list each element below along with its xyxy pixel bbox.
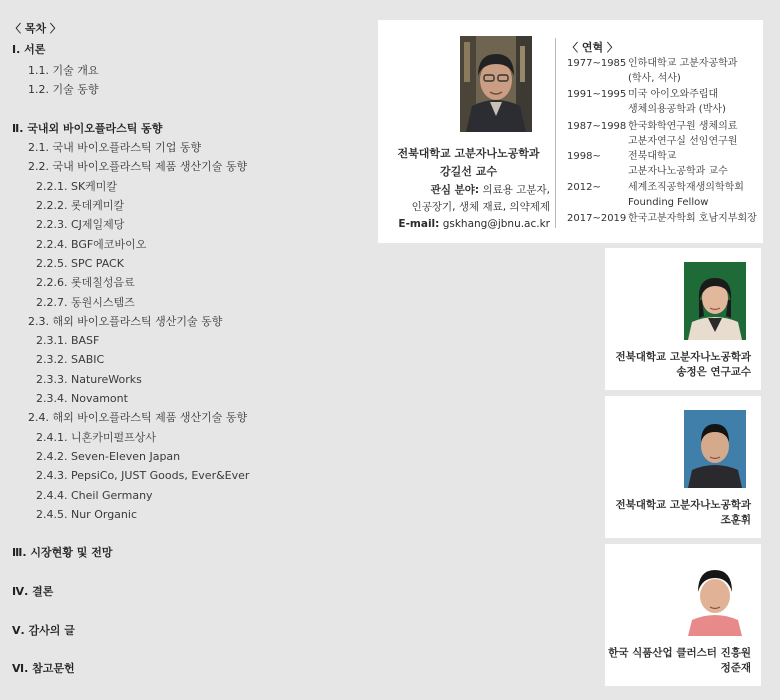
coauthor-name: 정준재 — [720, 662, 751, 674]
toc-item: 2.2. 국내 바이오플라스틱 제품 생산기술 동향 — [28, 160, 248, 173]
toc-item: 2.2.2. 롯데케미칼 — [36, 199, 125, 212]
coauthor-photo — [684, 558, 746, 636]
toc-item: 2.1. 국내 바이오플라스틱 기업 동향 — [28, 141, 202, 154]
career-year: 1998~ — [567, 151, 601, 162]
toc-item: 2.3.1. BASF — [36, 334, 100, 347]
toc-item: 2.4.3. PepsiCo, JUST Goods, Ever&Ever — [36, 469, 250, 482]
toc-item: 1.1. 기술 개요 — [28, 64, 99, 77]
career-desc: 한국고분자학회 호남지부회장 — [628, 213, 757, 224]
coauthor-name: 송정은 연구교수 — [676, 366, 751, 378]
career-year: 2017~2019 — [567, 213, 627, 224]
career-desc: 고분자연구실 선임연구원 — [628, 136, 738, 147]
coauthor-caption — [615, 498, 751, 528]
toc-item: 2.4.2. Seven-Eleven Japan — [36, 450, 181, 463]
toc-item: 1.2. 기술 동향 — [28, 83, 99, 96]
career-desc: 세계조직공학재생의학학회 — [628, 182, 744, 193]
toc-item: 2.4.4. Cheil Germany — [36, 489, 153, 502]
author-interest — [431, 183, 550, 198]
coauthor-caption — [608, 646, 751, 676]
career-year: 1977~1985 — [567, 58, 627, 69]
coauthor-affiliation: 전북대학교 고분자나노공학과 — [615, 351, 751, 363]
coauthor-photo — [684, 410, 746, 488]
interest-label: 관심 분야: — [430, 184, 480, 196]
toc-item: Ⅲ. 시장현황 및 전망 — [12, 546, 113, 559]
career-desc: 미국 아이오와주립대 — [628, 89, 719, 100]
author-affiliation: 전북대학교 고분자나노공학과 — [397, 147, 540, 160]
toc-item: 2.2.1. SK케미칼 — [36, 180, 118, 193]
career-desc: 인하대학교 고분자공학과 — [628, 58, 738, 69]
coauthor-card — [605, 396, 761, 538]
author-photo — [460, 36, 532, 132]
toc-item: 2.2.4. BGF에코바이오 — [36, 238, 147, 251]
toc-item: 2.2.7. 동원시스템즈 — [36, 296, 135, 309]
career-year: 1991~1995 — [567, 89, 627, 100]
toc-item: Ⅴ. 감사의 글 — [12, 624, 75, 637]
coauthor-name: 조훈휘 — [720, 514, 751, 526]
coauthor-affiliation: 전북대학교 고분자나노공학과 — [615, 499, 751, 511]
career-desc: Founding Fellow — [628, 197, 709, 208]
author-interest-line2: 인공장기, 생체 재료, 의약제제 — [411, 201, 550, 213]
coauthor-caption — [615, 350, 751, 380]
author-email — [398, 217, 550, 232]
toc-item: Ⅵ. 참고문헌 — [12, 662, 75, 675]
toc-item: 2.3.3. NatureWorks — [36, 373, 142, 386]
career-desc: (학사, 석사) — [628, 73, 681, 84]
toc-item: Ⅰ. 서론 — [12, 43, 46, 56]
toc-item: Ⅳ. 결론 — [12, 585, 54, 598]
career-desc: 생체의용공학과 (박사) — [628, 104, 726, 115]
career-desc: 전북대학교 — [628, 151, 677, 162]
coauthor-card — [605, 248, 761, 390]
career-desc: 고분자나노공학과 교수 — [628, 166, 728, 177]
toc-item: 2.3.4. Novamont — [36, 392, 128, 405]
career-title: 〈 연혁 〉 — [567, 41, 618, 54]
toc-item: 2.4.1. 니혼카미펄프상사 — [36, 431, 156, 444]
email-value: gskhang@jbnu.ac.kr — [442, 218, 550, 230]
toc-item: 2.2.3. CJ제일제당 — [36, 218, 125, 231]
email-label: E-mail: — [398, 218, 440, 230]
toc-item: 2.3. 해외 바이오플라스틱 생산기술 동향 — [28, 315, 223, 328]
card-divider — [555, 38, 556, 228]
career-year: 2012~ — [567, 182, 601, 193]
toc-item: 2.3.2. SABIC — [36, 353, 105, 366]
toc-item: 2.4. 해외 바이오플라스틱 제품 생산기술 동향 — [28, 411, 248, 424]
toc-title: 〈 목차 〉 — [10, 22, 61, 35]
author-name: 강길선 교수 — [440, 165, 497, 178]
toc-item: 2.2.5. SPC PACK — [36, 257, 124, 270]
toc-item: 2.2.6. 롯데칠성음료 — [36, 276, 135, 289]
interest-line1: 의료용 고분자, — [482, 184, 550, 196]
career-year: 1987~1998 — [567, 121, 627, 132]
coauthor-photo — [684, 262, 746, 340]
coauthor-card — [605, 544, 761, 686]
toc-item: Ⅱ. 국내외 바이오플라스틱 동향 — [12, 122, 163, 135]
toc-item: 2.4.5. Nur Organic — [36, 508, 137, 521]
coauthor-affiliation: 한국 식품산업 클러스터 진흥원 — [608, 647, 751, 659]
career-desc: 한국화학연구원 생체의료 — [628, 121, 738, 132]
main-author-card — [378, 20, 763, 243]
